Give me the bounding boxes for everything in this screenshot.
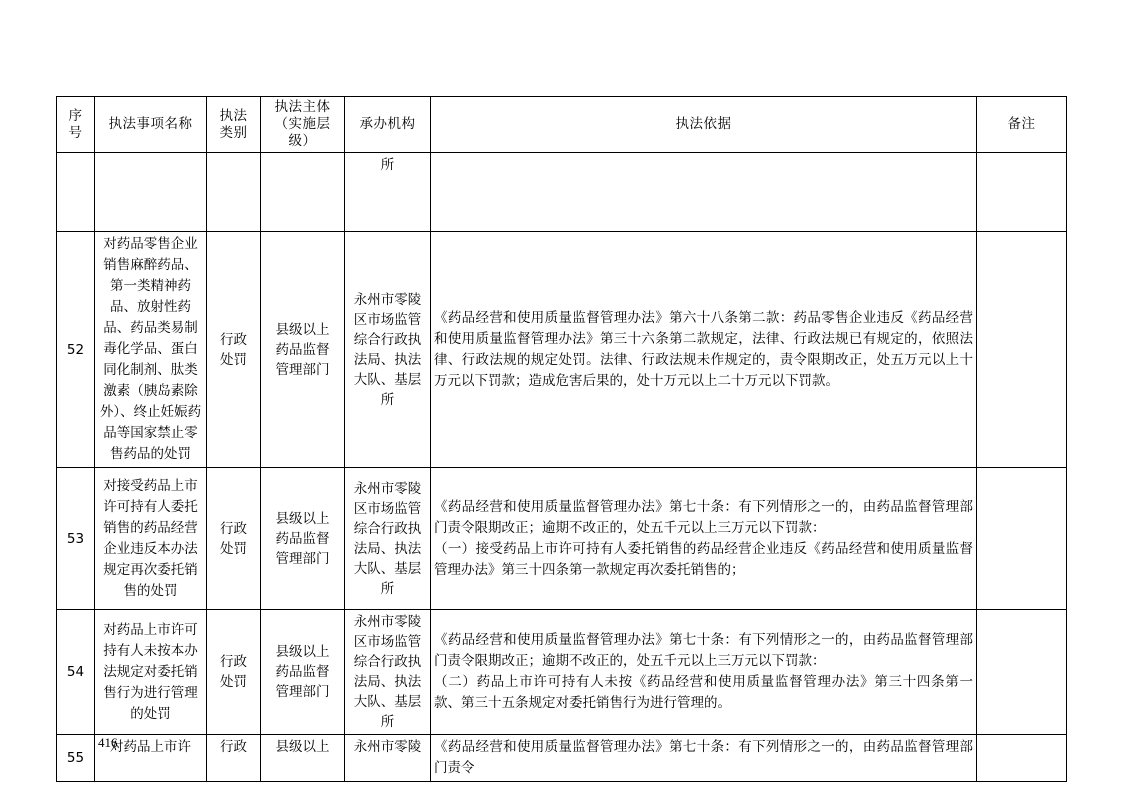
cell-name: 对药品零售企业销售麻醉药品、第一类精神药品、放射性药品、药品类易制毒化学品、蛋白同化制剂、肽类激素（胰岛素除外）、终止妊娠药品等国家禁止零售药品的处罚 — [95, 232, 207, 468]
cell-name — [95, 153, 207, 232]
header-subject: 执法主体 （实施层级） — [261, 97, 345, 153]
cell-basis: 《药品经营和使用质量监督管理办法》第七十条：有下列情形之一的，由药品监督管理部门责令 — [431, 735, 977, 782]
cell-basis — [431, 153, 977, 232]
cell-subject: 县级以上 药品监督 管理部门 — [261, 610, 345, 735]
cell-name: 对药品上市许可持有人未按本办法规定对委托销售行为进行管理的处罚 — [95, 610, 207, 735]
table-row — [57, 468, 1067, 610]
header-note: 备注 — [977, 97, 1067, 153]
header-type: 执法 类别 — [207, 97, 261, 153]
enforcement-items-table — [56, 96, 1067, 782]
cell-type — [207, 153, 261, 232]
enforcement-items-table-wrap — [56, 96, 1066, 782]
table-body — [57, 153, 1067, 782]
cell-seq: 55 — [57, 735, 95, 782]
table-row — [57, 232, 1067, 468]
header-seq: 序 号 — [57, 97, 95, 153]
cell-subject: 县级以上 — [261, 735, 345, 782]
cell-seq: 53 — [57, 468, 95, 610]
page-number: 416 — [98, 735, 118, 750]
table-header — [57, 97, 1067, 153]
cell-subject: 县级以上 药品监督 管理部门 — [261, 468, 345, 610]
cell-note — [977, 735, 1067, 782]
cell-basis: 《药品经营和使用质量监督管理办法》第七十条：有下列情形之一的，由药品监督管理部门责令限期改正；逾期不改正的，处五千元以上三万元以下罚款： （一）接受药品上市许可持有人委托销售的药品经营企业违反《药品经营和使用质量监督管理办法》第三十四条第一款规定再次委托销售的； — [431, 468, 977, 610]
cell-subject: 县级以上 药品监督 管理部门 — [261, 232, 345, 468]
cell-org: 永州市零陵 区市场监管 综合行政执 法局、执法 大队、基层 所 — [345, 468, 431, 610]
header-basis: 执法依据 — [431, 97, 977, 153]
cell-seq: 52 — [57, 232, 95, 468]
cell-org: 所 — [345, 153, 431, 232]
cell-basis: 《药品经营和使用质量监督管理办法》第六十八条第二款：药品零售企业违反《药品经营和使用质量监督管理办法》第三十六条第二款规定，法律、行政法规已有规定的，依照法律、行政法规的规定处罚。法律、行政法规未作规定的，责令限期改正，处五万元以上十万元以下罚款；造成危害后果的，处十万元以上二十万元以下罚款。 — [431, 232, 977, 468]
cell-type: 行政 处罚 — [207, 610, 261, 735]
cell-org: 永州市零陵 区市场监管 综合行政执 法局、执法 大队、基层 所 — [345, 610, 431, 735]
cell-note — [977, 468, 1067, 610]
cell-note — [977, 232, 1067, 468]
cell-name: 对接受药品上市许可持有人委托销售的药品经营企业违反本办法规定再次委托销售的处罚 — [95, 468, 207, 610]
header-name: 执法事项名称 — [95, 97, 207, 153]
cell-note — [977, 153, 1067, 232]
header-org: 承办机构 — [345, 97, 431, 153]
cell-type: 行政 处罚 — [207, 232, 261, 468]
cell-org: 永州市零陵 — [345, 735, 431, 782]
cell-seq — [57, 153, 95, 232]
cell-basis: 《药品经营和使用质量监督管理办法》第七十条：有下列情形之一的，由药品监督管理部门责令限期改正；逾期不改正的，处五千元以上三万元以下罚款： （二）药品上市许可持有人未按《药品经营和使用质量监督管理办法》第三十四条第一款、第三十五条规定对委托销售行为进行管理的。 — [431, 610, 977, 735]
cell-name: 对药品上市许 — [95, 735, 207, 782]
table-row — [57, 153, 1067, 232]
table-header-row — [57, 97, 1067, 153]
table-row — [57, 610, 1067, 735]
cell-note — [977, 610, 1067, 735]
cell-subject — [261, 153, 345, 232]
cell-type: 行政 处罚 — [207, 468, 261, 610]
table-row — [57, 735, 1067, 782]
cell-seq: 54 — [57, 610, 95, 735]
cell-type: 行政 — [207, 735, 261, 782]
cell-org: 永州市零陵 区市场监管 综合行政执 法局、执法 大队、基层 所 — [345, 232, 431, 468]
